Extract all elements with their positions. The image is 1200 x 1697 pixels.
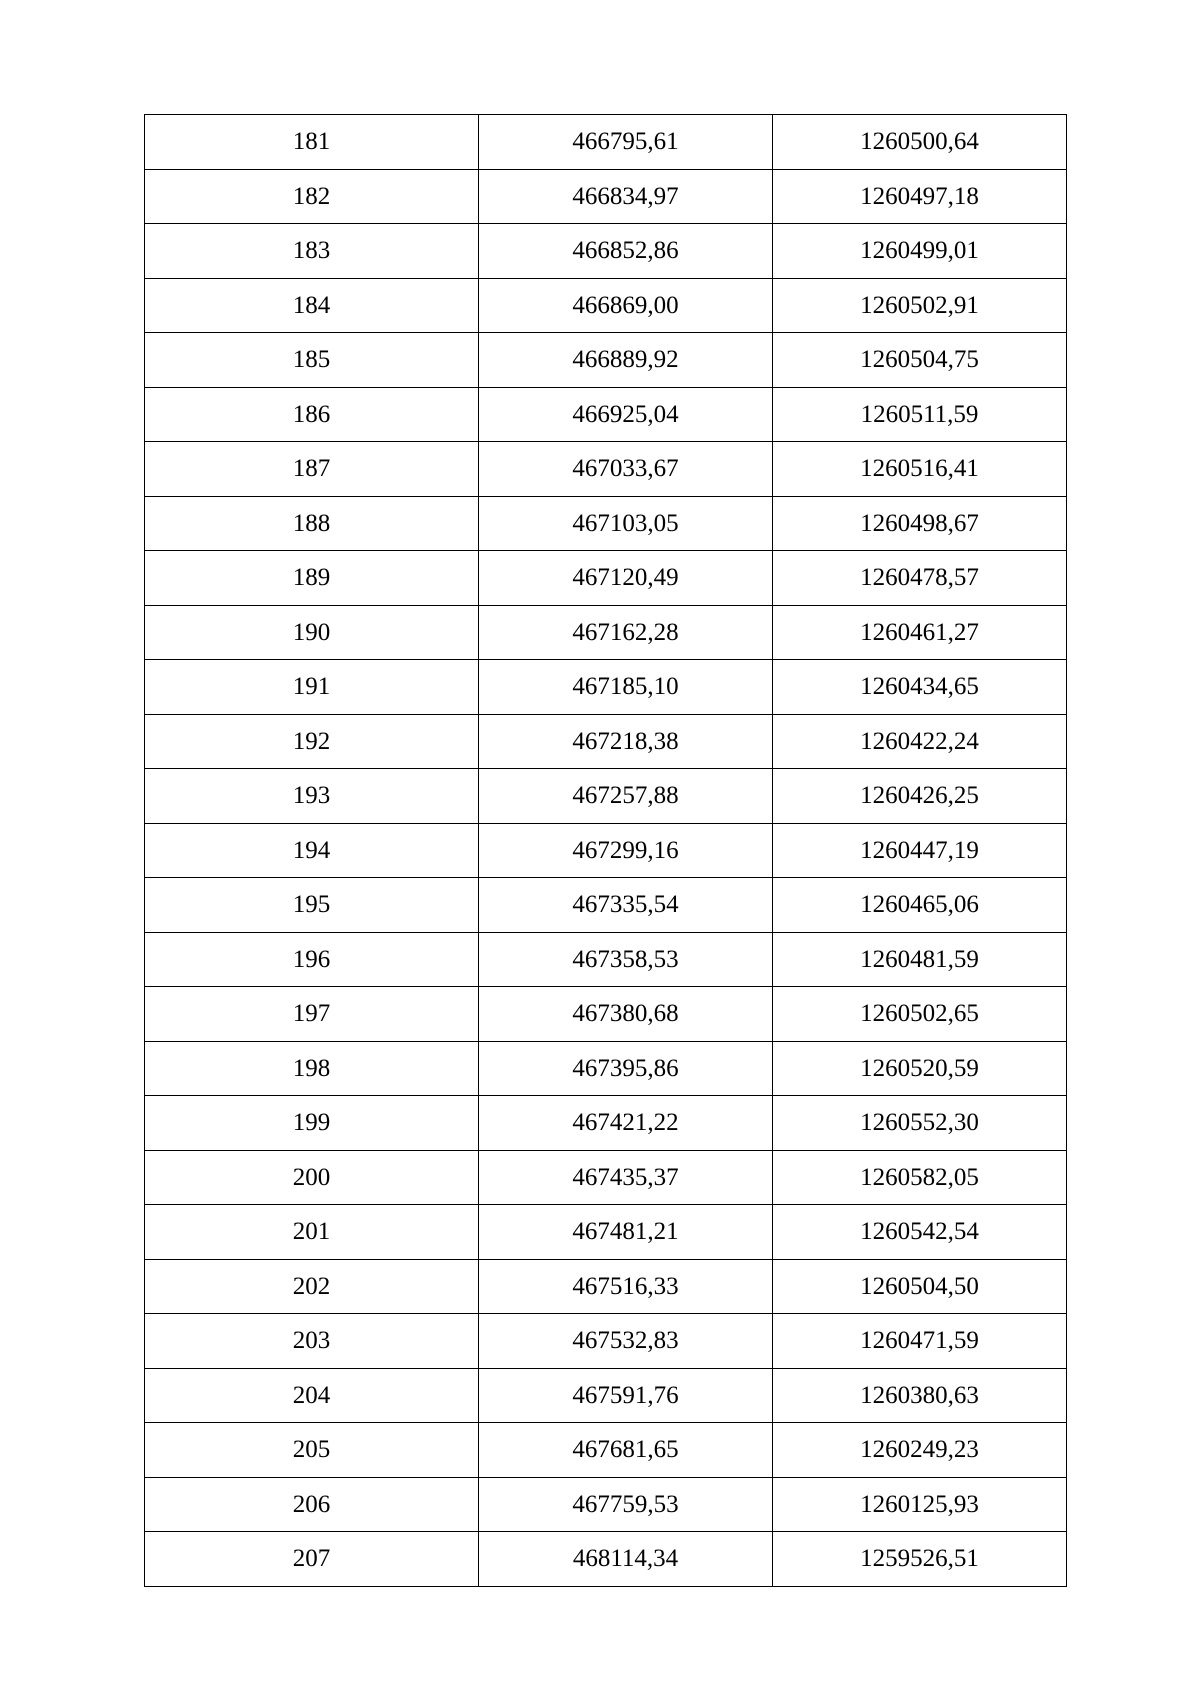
y-coordinate-cell: 1260552,30 <box>773 1096 1067 1151</box>
coordinates-table-body <box>145 115 1067 1587</box>
table-row <box>145 660 1067 715</box>
y-coordinate-cell: 1260249,23 <box>773 1423 1067 1478</box>
point-number-cell: 199 <box>145 1096 479 1151</box>
y-coordinate-cell: 1260471,59 <box>773 1314 1067 1369</box>
y-coordinate-cell: 1260481,59 <box>773 932 1067 987</box>
point-number-cell: 186 <box>145 387 479 442</box>
point-number-cell: 187 <box>145 442 479 497</box>
x-coordinate-cell: 467681,65 <box>479 1423 773 1478</box>
table-row <box>145 987 1067 1042</box>
point-number-cell: 182 <box>145 169 479 224</box>
point-number-cell: 195 <box>145 878 479 933</box>
y-coordinate-cell: 1260380,63 <box>773 1368 1067 1423</box>
x-coordinate-cell: 466889,92 <box>479 333 773 388</box>
y-coordinate-cell: 1260498,67 <box>773 496 1067 551</box>
table-row <box>145 278 1067 333</box>
y-coordinate-cell: 1260502,65 <box>773 987 1067 1042</box>
point-number-cell: 185 <box>145 333 479 388</box>
point-number-cell: 189 <box>145 551 479 606</box>
table-row <box>145 1423 1067 1478</box>
y-coordinate-cell: 1260125,93 <box>773 1477 1067 1532</box>
point-number-cell: 200 <box>145 1150 479 1205</box>
table-row <box>145 878 1067 933</box>
table-row <box>145 169 1067 224</box>
point-number-cell: 197 <box>145 987 479 1042</box>
table-row <box>145 115 1067 170</box>
coordinates-table <box>144 114 1067 1587</box>
x-coordinate-cell: 467532,83 <box>479 1314 773 1369</box>
y-coordinate-cell: 1260499,01 <box>773 224 1067 279</box>
point-number-cell: 196 <box>145 932 479 987</box>
y-coordinate-cell: 1260582,05 <box>773 1150 1067 1205</box>
y-coordinate-cell: 1260504,75 <box>773 333 1067 388</box>
y-coordinate-cell: 1260426,25 <box>773 769 1067 824</box>
table-row <box>145 442 1067 497</box>
x-coordinate-cell: 467435,37 <box>479 1150 773 1205</box>
table-row <box>145 823 1067 878</box>
table-row <box>145 224 1067 279</box>
point-number-cell: 203 <box>145 1314 479 1369</box>
y-coordinate-cell: 1260520,59 <box>773 1041 1067 1096</box>
table-row <box>145 605 1067 660</box>
y-coordinate-cell: 1260465,06 <box>773 878 1067 933</box>
point-number-cell: 188 <box>145 496 479 551</box>
x-coordinate-cell: 467358,53 <box>479 932 773 987</box>
y-coordinate-cell: 1260422,24 <box>773 714 1067 769</box>
x-coordinate-cell: 467380,68 <box>479 987 773 1042</box>
x-coordinate-cell: 466852,86 <box>479 224 773 279</box>
point-number-cell: 181 <box>145 115 479 170</box>
x-coordinate-cell: 467421,22 <box>479 1096 773 1151</box>
x-coordinate-cell: 467591,76 <box>479 1368 773 1423</box>
point-number-cell: 207 <box>145 1532 479 1587</box>
table-row <box>145 714 1067 769</box>
point-number-cell: 202 <box>145 1259 479 1314</box>
y-coordinate-cell: 1260511,59 <box>773 387 1067 442</box>
y-coordinate-cell: 1260478,57 <box>773 551 1067 606</box>
y-coordinate-cell: 1260504,50 <box>773 1259 1067 1314</box>
x-coordinate-cell: 467481,21 <box>479 1205 773 1260</box>
point-number-cell: 184 <box>145 278 479 333</box>
table-row <box>145 1096 1067 1151</box>
x-coordinate-cell: 467162,28 <box>479 605 773 660</box>
point-number-cell: 201 <box>145 1205 479 1260</box>
table-row <box>145 1314 1067 1369</box>
point-number-cell: 194 <box>145 823 479 878</box>
table-row <box>145 387 1067 442</box>
table-row <box>145 1205 1067 1260</box>
point-number-cell: 192 <box>145 714 479 769</box>
point-number-cell: 183 <box>145 224 479 279</box>
x-coordinate-cell: 467185,10 <box>479 660 773 715</box>
x-coordinate-cell: 466925,04 <box>479 387 773 442</box>
x-coordinate-cell: 467033,67 <box>479 442 773 497</box>
x-coordinate-cell: 467395,86 <box>479 1041 773 1096</box>
table-row <box>145 496 1067 551</box>
x-coordinate-cell: 466795,61 <box>479 115 773 170</box>
point-number-cell: 198 <box>145 1041 479 1096</box>
point-number-cell: 190 <box>145 605 479 660</box>
x-coordinate-cell: 466834,97 <box>479 169 773 224</box>
point-number-cell: 191 <box>145 660 479 715</box>
point-number-cell: 193 <box>145 769 479 824</box>
table-row <box>145 1368 1067 1423</box>
y-coordinate-cell: 1260542,54 <box>773 1205 1067 1260</box>
table-row <box>145 333 1067 388</box>
x-coordinate-cell: 467335,54 <box>479 878 773 933</box>
point-number-cell: 204 <box>145 1368 479 1423</box>
table-row <box>145 1150 1067 1205</box>
y-coordinate-cell: 1260516,41 <box>773 442 1067 497</box>
table-row <box>145 932 1067 987</box>
table-row <box>145 1477 1067 1532</box>
y-coordinate-cell: 1260461,27 <box>773 605 1067 660</box>
point-number-cell: 206 <box>145 1477 479 1532</box>
x-coordinate-cell: 467759,53 <box>479 1477 773 1532</box>
y-coordinate-cell: 1260502,91 <box>773 278 1067 333</box>
x-coordinate-cell: 467257,88 <box>479 769 773 824</box>
table-row <box>145 1259 1067 1314</box>
y-coordinate-cell: 1260434,65 <box>773 660 1067 715</box>
table-row <box>145 1532 1067 1587</box>
x-coordinate-cell: 467103,05 <box>479 496 773 551</box>
y-coordinate-cell: 1259526,51 <box>773 1532 1067 1587</box>
y-coordinate-cell: 1260500,64 <box>773 115 1067 170</box>
table-row <box>145 551 1067 606</box>
x-coordinate-cell: 468114,34 <box>479 1532 773 1587</box>
table-row <box>145 769 1067 824</box>
table-row <box>145 1041 1067 1096</box>
x-coordinate-cell: 467516,33 <box>479 1259 773 1314</box>
x-coordinate-cell: 467218,38 <box>479 714 773 769</box>
point-number-cell: 205 <box>145 1423 479 1478</box>
x-coordinate-cell: 467299,16 <box>479 823 773 878</box>
y-coordinate-cell: 1260447,19 <box>773 823 1067 878</box>
x-coordinate-cell: 467120,49 <box>479 551 773 606</box>
x-coordinate-cell: 466869,00 <box>479 278 773 333</box>
y-coordinate-cell: 1260497,18 <box>773 169 1067 224</box>
